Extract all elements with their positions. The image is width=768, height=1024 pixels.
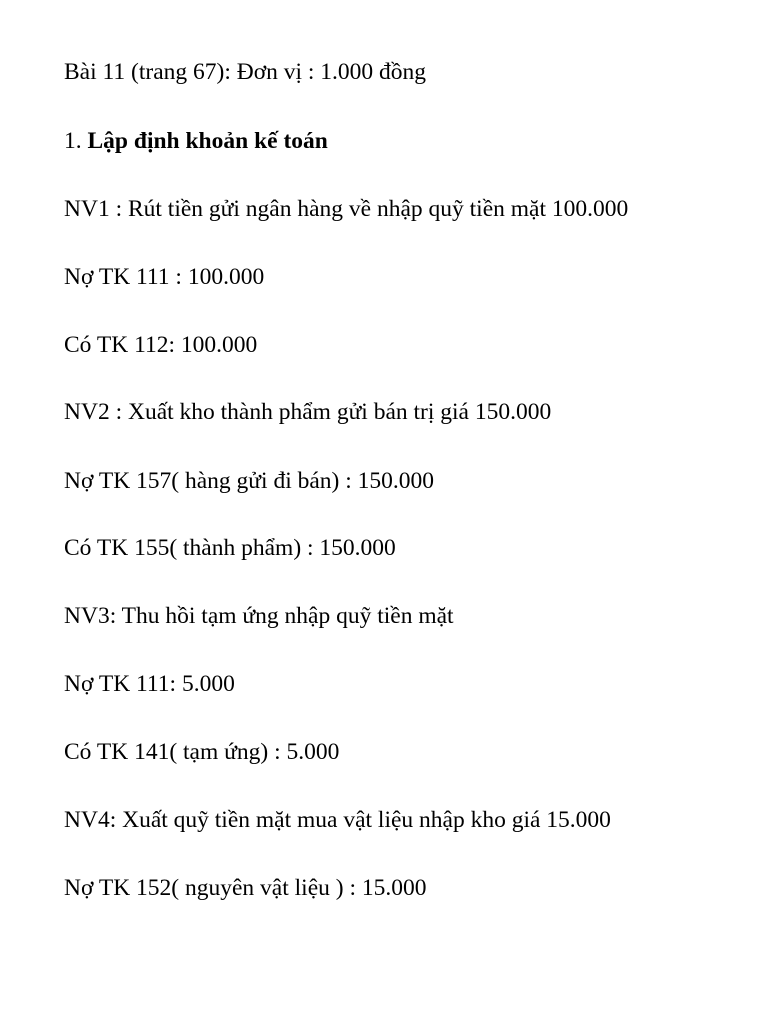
credit-entry-nv1: Có TK 112: 100.000 [64, 332, 258, 358]
debit-entry-nv3: Nợ TK 111: 5.000 [64, 671, 235, 697]
transaction-line-nv2: NV2 : Xuất kho thành phẩm gửi bán trị giá 150.000 [64, 399, 552, 425]
section-title: Lập định khoản kế toán [87, 128, 328, 154]
debit-entry-nv1: Nợ TK 111 : 100.000 [64, 264, 265, 290]
credit-entry-nv2: Có TK 155( thành phẩm) : 150.000 [64, 535, 396, 561]
debit-entry-nv2: Nợ TK 157( hàng gửi đi bán) : 150.000 [64, 468, 435, 494]
credit-entry-nv3: Có TK 141( tạm ứng) : 5.000 [64, 739, 340, 765]
transaction-line-nv4: NV4: Xuất quỹ tiền mặt mua vật liệu nhập kho giá 15.000 [64, 807, 611, 833]
transaction-line-nv3: NV3: Thu hồi tạm ứng nhập quỹ tiền mặt [64, 603, 454, 629]
debit-entry-nv4: Nợ TK 152( nguyên vật liệu ) : 15.000 [64, 875, 427, 901]
section-heading [64, 127, 328, 155]
header-line: Bài 11 (trang 67): Đơn vị : 1.000 đồng [64, 59, 427, 85]
document-content [64, 0, 662, 1024]
transaction-line-nv1: NV1 : Rút tiền gửi ngân hàng về nhập quỹ tiền mặt 100.000 [64, 196, 629, 222]
section-number: 1. [64, 128, 82, 154]
